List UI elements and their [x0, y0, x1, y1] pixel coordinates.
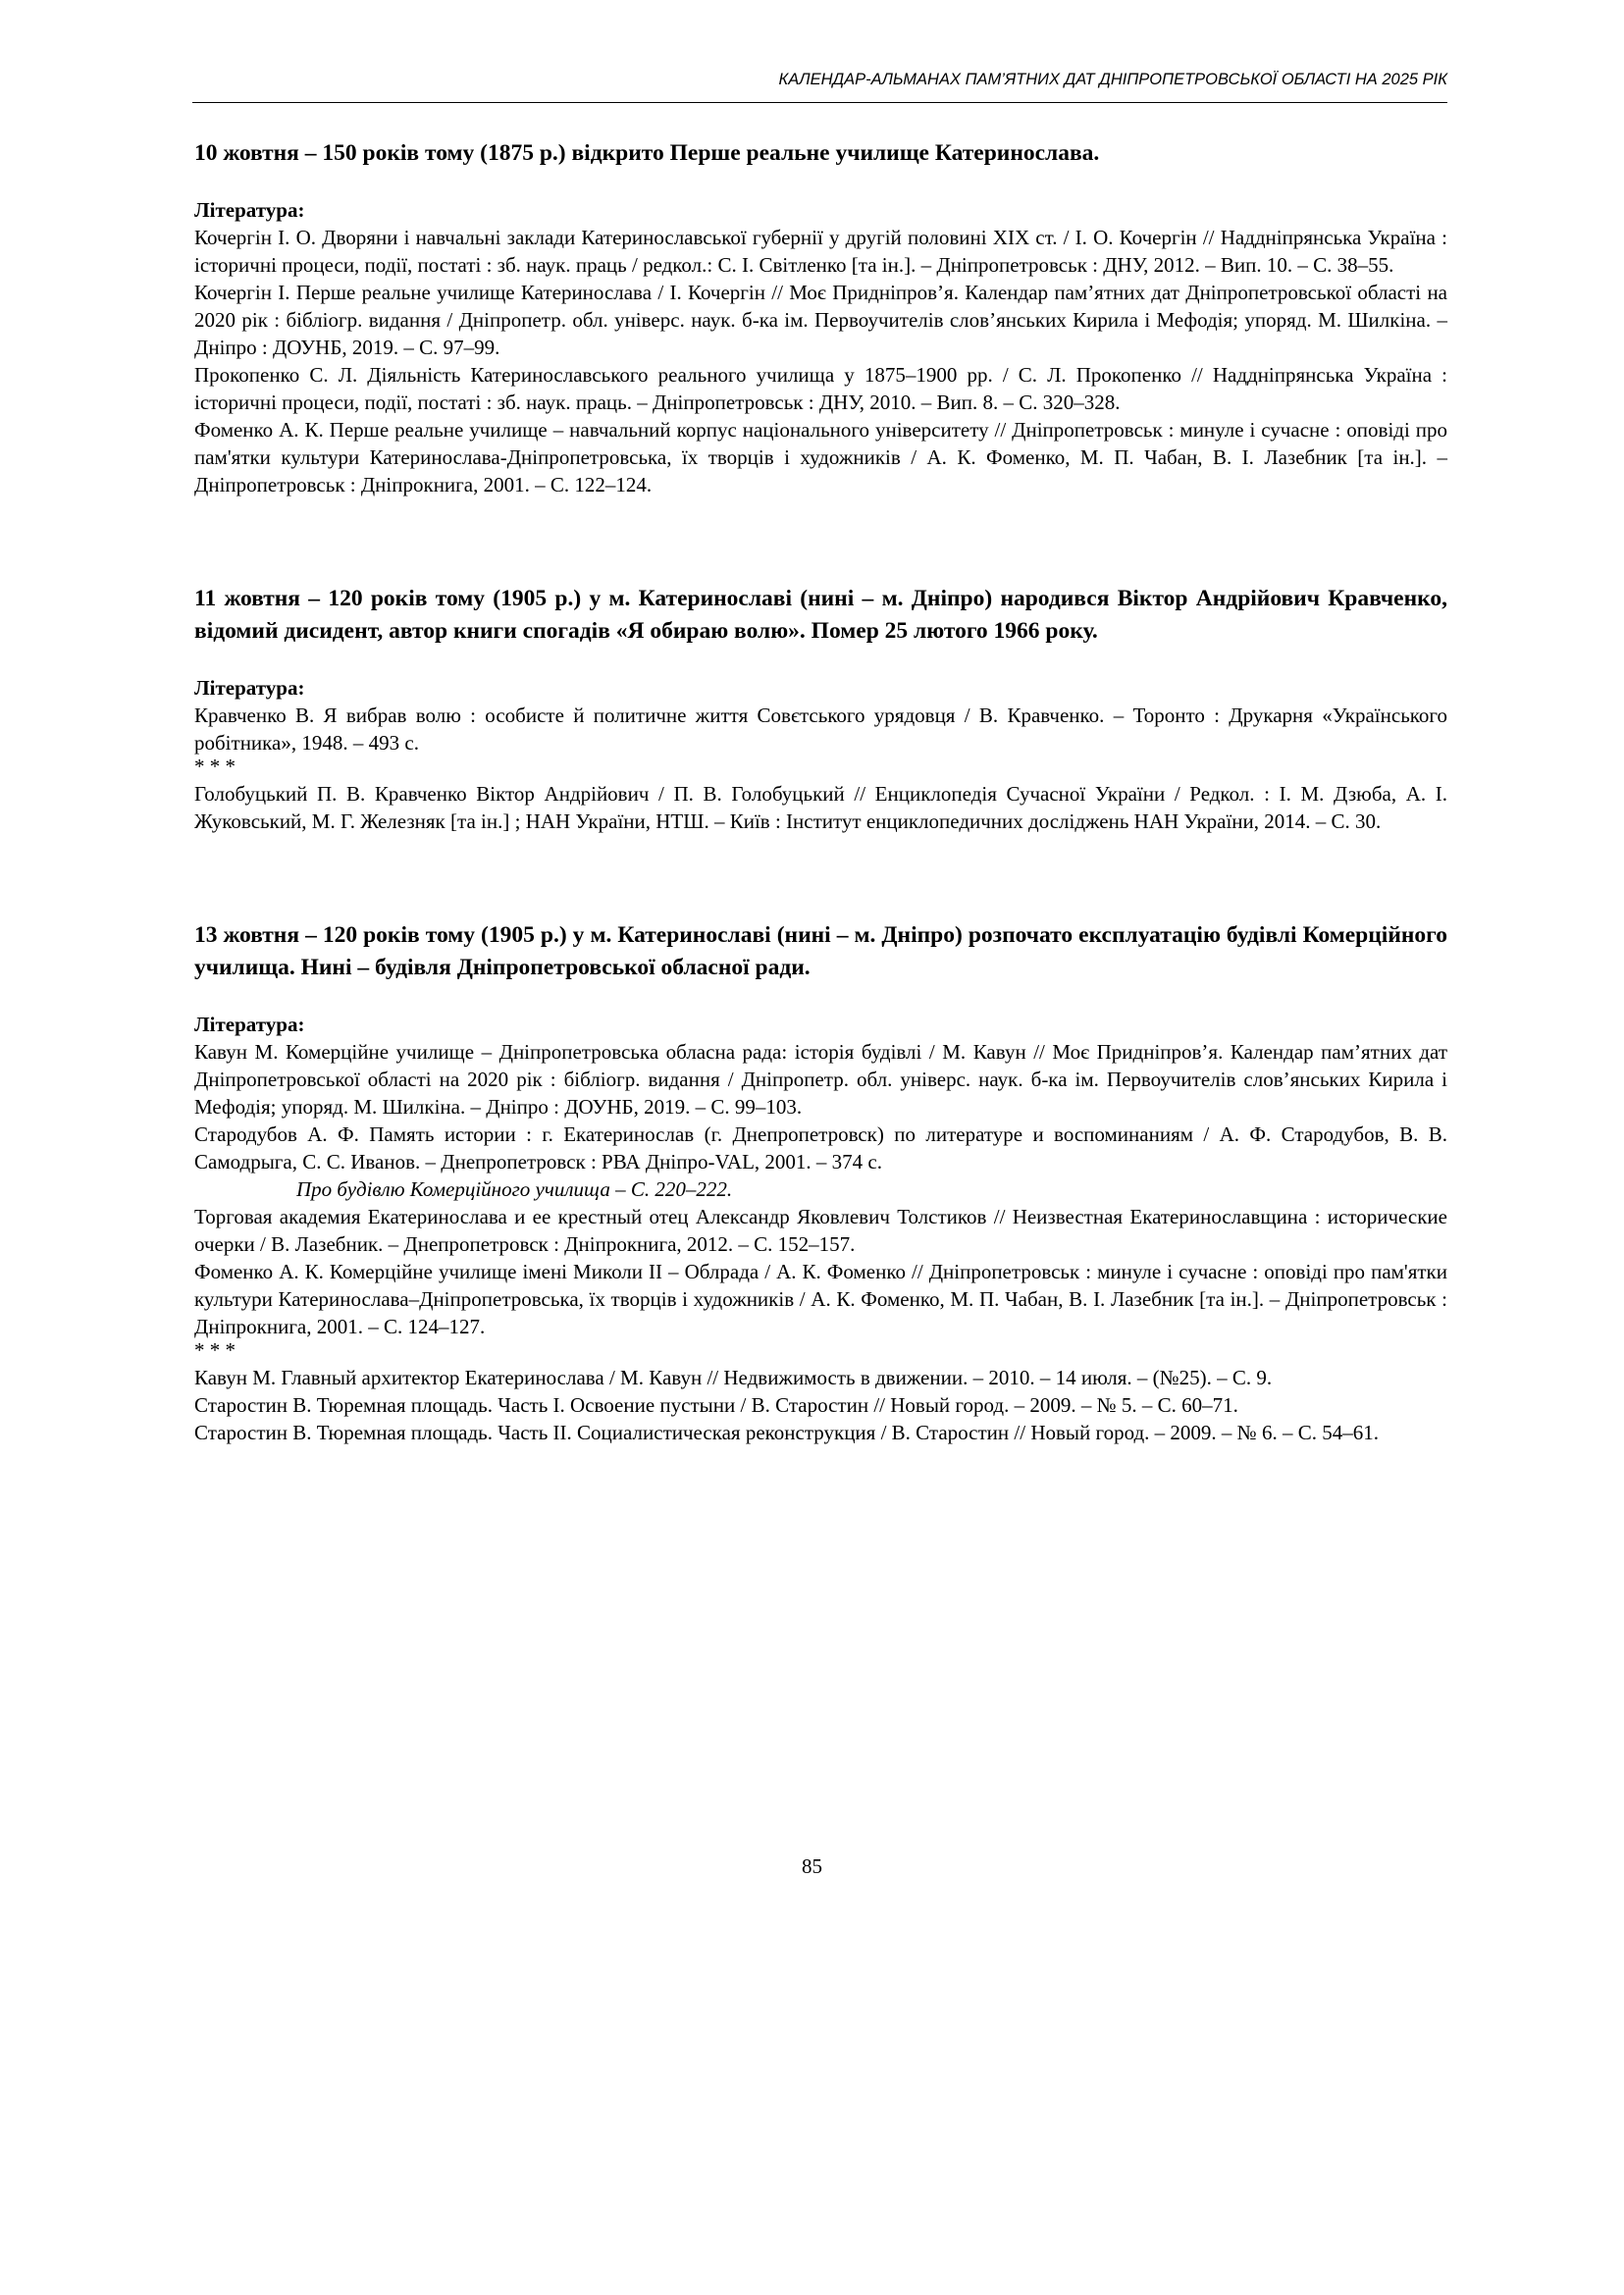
event-heading: 10 жовтня – 150 років тому (1875 р.) відкрито Перше реальне училище Катеринослава.: [194, 140, 1100, 166]
page-number: 85: [802, 1854, 822, 1878]
separator-stars: * * *: [194, 755, 236, 778]
bibliography-entry: Кочергін І. О. Дворяни і навчальні заклади Катеринославської губернії у другій половині ХІХ ст. / І. О. Кочергін // Наддніпрянська Україна : історичні процеси, події, постаті : зб. наук. праць / редкол.: С. І. Світленко [та ін.]. – Дніпропетровськ : ДНУ, 2012. – Вип. 10. – С. 38–55.: [194, 226, 1447, 277]
bibliography-entry: Торговая академия Екатеринослава и ее крестный отец Александр Яковлевич Толстиков // Неизвестная Екатеринославщина : исторические очерки / В. Лазебник. – Днепропетровск : Дніпрокнига, 2012. – С. 152–157.: [194, 1205, 1447, 1256]
bibliography-entry: Старостин В. Тюремная площадь. Часть I. Освоение пустыни / В. Старостин // Новый город. – 2009. – № 5. – С. 60–71.: [194, 1393, 1238, 1417]
bibliography-entry: Кравченко В. Я вибрав волю : особисте й политичне життя Совєтського урядовця / В. Кравченко. – Торонто : Друкарня «Українського робітника», 1948. – 493 с.: [194, 704, 1447, 755]
page-content: [194, 137, 1447, 1446]
bibliography-entry: Старостин В. Тюремная площадь. Часть II. Социалистическая реконструкция / В. Старостин // Новый город. – 2009. – № 6. – С. 54–61.: [194, 1421, 1379, 1444]
bibliography-entry: Фоменко А. К. Комерційне училище імені Миколи ІІ – Облрада / А. К. Фоменко // Дніпропетровськ : минуле і сучасне : оповіді про пам'ятки культури Катеринослава–Дніпропетровська, їх творців і художників / А. К. Фоменко, М. П. Чабан, В. І. Лазебник [та ін.]. – Дніпропетровськ : Дніпрокнига, 2001. – С. 124–127.: [194, 1260, 1447, 1338]
bibliography-entry: Кочергін І. Перше реальне училище Катеринослава / І. Кочергін // Моє Придніпров’я. Календар пам’ятних дат Дніпропетровської області на 2020 рік : бібліогр. видання / Дніпропетр. обл. універс. наук. б-ка ім. Первоучителів слов’янських Кирила і Мефодія; упоряд. М. Шилкіна. – Дніпро : ДОУНБ, 2019. – С. 97–99.: [194, 281, 1447, 359]
separator-stars: * * *: [194, 1338, 236, 1362]
bibliography-entry: Кавун М. Комерційне училище – Дніпропетровська обласна рада: історія будівлі / М. Кавун // Моє Придніпров’я. Календар пам’ятних дат Дніпропетровської області на 2020 рік : бібліогр. видання / Дніпропетр. обл. універс. наук. б-ка ім. Первоучителів слов’янських Кирила і Мефодія; упоряд. М. Шилкіна. – Дніпро : ДОУНБ, 2019. – С. 99–103.: [194, 1040, 1447, 1119]
bibliography-entry: Прокопенко С. Л. Діяльність Катеринославського реального училища у 1875–1900 рр. / С. Л. Прокопенко // Наддніпрянська Україна : історичні процеси, події, постаті : зб. наук. праць. – Дніпропетровськ : ДНУ, 2010. – Вип. 8. – С. 320–328.: [194, 363, 1447, 414]
bibliography-entry: Фоменко А. К. Перше реальне училище – навчальний корпус національного університету // Дніпропетровськ : минуле і сучасне : оповіді про пам'ятки культури Катеринослава-Дніпропетровська, їх творців і художників / А. К. Фоменко, М. П. Чабан, В. І. Лазебник [та ін.]. – Дніпропетровськ : Дніпрокнига, 2001. – С. 122–124.: [194, 418, 1447, 496]
event-heading: 11 жовтня – 120 років тому (1905 р.) у м. Катеринославі (нині – м. Дніпро) народився Віктор Андрійович Кравченко, відомий дисидент, автор книги спогадів «Я обираю волю». Помер 25 лютого 1966 року.: [194, 586, 1447, 644]
literature-label: Література:: [194, 1013, 305, 1036]
bibliography-entry: Голобуцький П. В. Кравченко Віктор Андрійович / П. В. Голобуцький // Енциклопедія Сучасної України / Редкол. : І. М. Дзюба, А. І. Жуковський, М. Г. Железняк [та ін.] ; НАН України, НТШ. – Київ : Інститут енциклопедичних досліджень НАН України, 2014. – С. 30.: [194, 782, 1447, 833]
event-section-oct-13: [194, 919, 1447, 1446]
running-header: КАЛЕНДАР-АЛЬМАНАХ ПАМ’ЯТНИХ ДАТ ДНІПРОПЕТРОВСЬКОЇ ОБЛАСТІ НА 2025 РІК: [778, 71, 1447, 88]
event-heading: 13 жовтня – 120 років тому (1905 р.) у м. Катеринославі (нині – м. Дніпро) розпочато експлуатацію будівлі Комерційного училища. Нині – будівля Дніпропетровської обласної ради.: [194, 922, 1447, 980]
bibliography-entry: Кавун М. Главный архитектор Екатеринослава / М. Кавун // Недвижимость в движении. – 2010. – 14 июля. – (№25). – С. 9.: [194, 1366, 1273, 1389]
event-section-oct-11: [194, 583, 1447, 835]
event-section-oct-10: [194, 137, 1447, 498]
header-divider: [192, 102, 1447, 103]
literature-label: Література:: [194, 676, 305, 700]
literature-label: Література:: [194, 198, 305, 222]
bibliography-entry: Стародубов А. Ф. Память истории : г. Екатеринослав (г. Днепропетровск) по литературе и воспоминаниям / А. Ф. Стародубов, В. В. Самодрыга, С. С. Иванов. – Днепропетровск : РВА Дніпро-VAL, 2001. – 374 с.: [194, 1122, 1447, 1174]
entry-note: Про будівлю Комерційного училища – С. 220–222.: [296, 1177, 733, 1201]
